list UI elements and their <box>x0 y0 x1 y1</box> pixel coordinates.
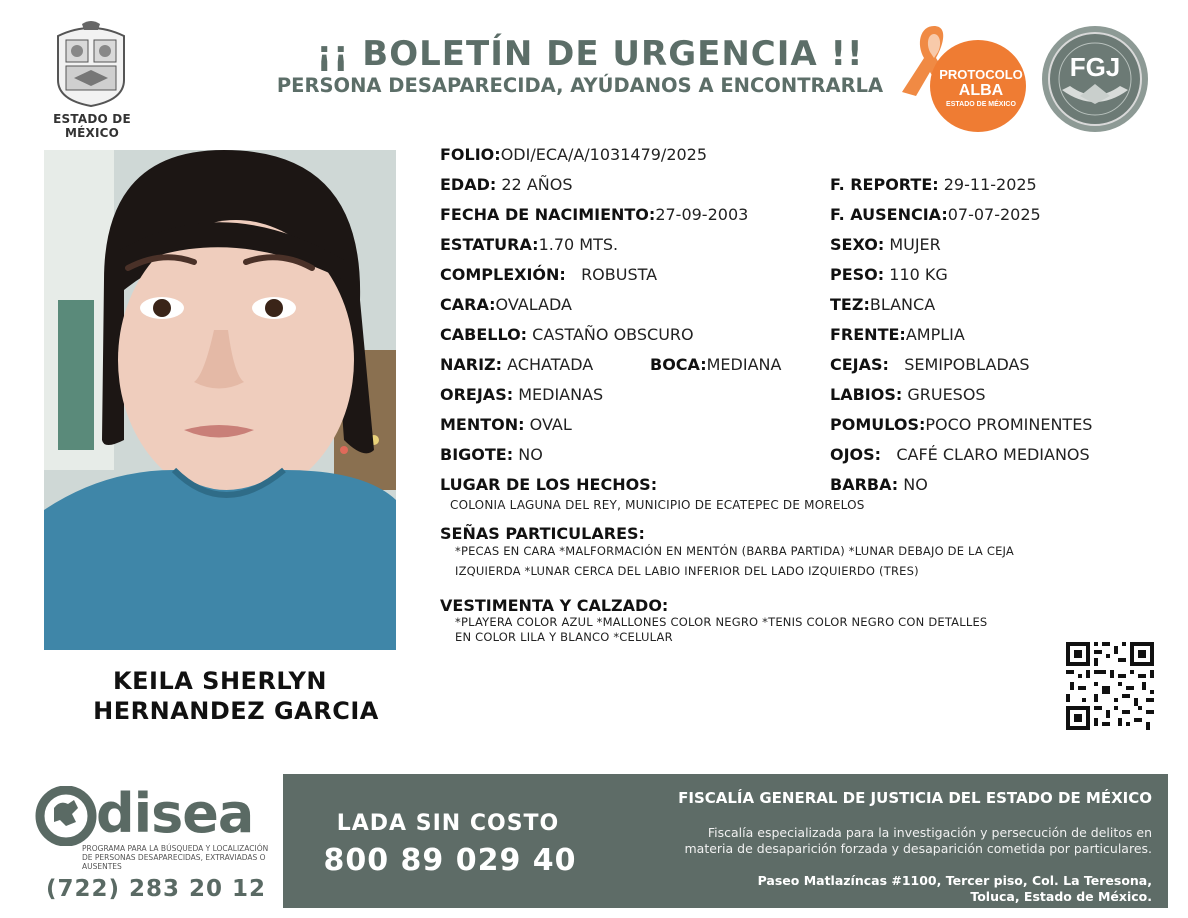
field-tez-value: BLANCA <box>869 295 936 314</box>
field-sexo-label: SEXO: <box>830 235 885 254</box>
senas-heading: SEÑAS PARTICULARES: <box>440 524 645 543</box>
estado-de-mexico-seal <box>52 20 130 108</box>
field-bigote-label: BIGOTE: <box>440 445 514 464</box>
field-orejas-value: MEDIANAS <box>518 385 604 404</box>
field-peso-label: PESO: <box>830 265 885 284</box>
vestimenta-line2: EN COLOR LILA Y BLANCO *CELULAR <box>455 630 673 644</box>
field-bigote-value: NO <box>518 445 543 464</box>
field-edad-label: EDAD: <box>440 175 497 194</box>
bulletin-subtitle: PERSONA DESAPARECIDA, AYÚDANOS A ENCONTRARLA <box>276 74 884 97</box>
field-tez <box>830 295 935 315</box>
senas-line2: IZQUIERDA *LUNAR CERCA DEL LABIO INFERIOR DEL LADO IZQUIERDO (TRES) <box>455 564 919 578</box>
hotline-number[interactable]: 800 89 029 40 <box>323 843 577 878</box>
odisea-phone[interactable]: (722) 283 20 12 <box>45 876 267 902</box>
field-nariz <box>440 355 593 375</box>
field-labios-label: LABIOS: <box>830 385 903 404</box>
field-menton-label: MENTON: <box>440 415 525 434</box>
fgj-address-line2: Toluca, Estado de México. <box>970 889 1152 904</box>
fgj-address-line1: Paseo Matlazíncas #1100, Tercer piso, Col. La Teresona, <box>757 873 1152 888</box>
state-label: ESTADO DE MÉXICO <box>53 112 131 140</box>
field-nariz-label: NARIZ: <box>440 355 503 374</box>
vestimenta-line1: *PLAYERA COLOR AZUL *MALLONES COLOR NEGRO *TENIS COLOR NEGRO CON DETALLES <box>455 615 988 629</box>
field-boca-value: MEDIANA <box>706 355 782 374</box>
field-edad-value: 22 AÑOS <box>501 175 573 194</box>
field-fecha-nacimiento-label: FECHA DE NACIMIENTO: <box>440 205 656 224</box>
field-estatura-label: ESTATURA: <box>440 235 539 254</box>
field-nariz-value: ACHATADA <box>507 355 594 374</box>
field-lugar-value: COLONIA LAGUNA DEL REY, MUNICIPIO DE ECATEPEC DE MORELOS <box>450 498 865 512</box>
field-f-ausencia <box>830 205 1041 225</box>
field-lugar-label: LUGAR DE LOS HECHOS: <box>440 475 658 494</box>
field-barba-value: NO <box>903 475 928 494</box>
senas-line1: *PECAS EN CARA *MALFORMACIÓN EN MENTÓN (BARBA PARTIDA) *LUNAR DEBAJO DE LA CEJA <box>455 544 1015 558</box>
field-peso-value: 110 KG <box>889 265 948 284</box>
field-complexion <box>440 265 657 285</box>
field-cara-value: OVALADA <box>495 295 572 314</box>
field-peso <box>830 265 948 285</box>
field-sexo-value: MUJER <box>889 235 941 254</box>
field-folio-value: ODI/ECA/A/1031479/2025 <box>500 145 708 164</box>
field-orejas-label: OREJAS: <box>440 385 514 404</box>
field-barba-label: BARBA: <box>830 475 899 494</box>
field-tez-label: TEZ: <box>830 295 870 314</box>
bulletin-title: ¡¡ BOLETÍN DE URGENCIA !! <box>316 34 864 74</box>
field-lugar <box>440 475 657 495</box>
field-pomulos-label: POMULOS: <box>830 415 926 434</box>
field-f-reporte <box>830 175 1037 195</box>
field-frente <box>830 325 965 345</box>
fgj-seal-text: FGJ <box>1069 52 1121 82</box>
field-folio <box>440 145 707 165</box>
fgj-seal <box>1040 24 1150 134</box>
field-folio-label: FOLIO: <box>440 145 501 164</box>
field-fecha-nacimiento <box>440 205 748 225</box>
fgj-description-line1: Fiscalía especializada para la investigación y persecución de delitos en <box>707 825 1152 840</box>
field-cejas-label: CEJAS: <box>830 355 889 374</box>
field-f-ausencia-value: 07-07-2025 <box>947 205 1041 224</box>
hotline-label: LADA SIN COSTO <box>336 811 560 836</box>
field-cejas-value: SEMIPOBLADAS <box>904 355 1030 374</box>
field-estatura <box>440 235 618 255</box>
field-cabello <box>440 325 694 345</box>
field-complexion-value: ROBUSTA <box>581 265 658 284</box>
field-frente-label: FRENTE: <box>830 325 906 344</box>
odisea-description: PROGRAMA PARA LA BÚSQUEDA Y LOCALIZACIÓN DE PERSONAS DESAPARECIDAS, EXTRAVIADAS O AUSENTES <box>82 844 269 871</box>
field-pomulos-value: POCO PROMINENTES <box>925 415 1093 434</box>
person-name-line2: HERNANDEZ GARCIA <box>93 697 379 725</box>
field-orejas <box>440 385 603 405</box>
field-edad <box>440 175 572 195</box>
fgj-description-line2: materia de desaparición forzada y desaparición cometida por particulares. <box>684 841 1152 856</box>
fgj-name: FISCALÍA GENERAL DE JUSTICIA DEL ESTADO DE MÉXICO <box>678 789 1152 807</box>
vestimenta-heading: VESTIMENTA Y CALZADO: <box>440 596 669 615</box>
field-ojos-value: CAFÉ CLARO MEDIANOS <box>896 445 1090 464</box>
field-fecha-nacimiento-value: 27-09-2003 <box>655 205 749 224</box>
missing-person-photo <box>44 150 396 650</box>
alba-line3: ESTADO DE MÉXICO <box>946 101 1016 108</box>
field-labios-value: GRUESOS <box>907 385 986 404</box>
field-labios <box>830 385 986 405</box>
field-boca-label: BOCA: <box>650 355 707 374</box>
alba-line2: ALBA <box>958 82 1004 99</box>
field-sexo <box>830 235 941 255</box>
field-f-reporte-label: F. REPORTE: <box>830 175 939 194</box>
person-name-line1: KEILA SHERLYN <box>113 667 327 695</box>
field-cabello-value: CASTAÑO OBSCURO <box>532 325 694 344</box>
field-f-reporte-value: 29-11-2025 <box>943 175 1037 194</box>
field-ojos-label: OJOS: <box>830 445 882 464</box>
qr-code[interactable] <box>1064 640 1156 732</box>
field-menton-value: OVAL <box>529 415 572 434</box>
odisea-brand: disea <box>96 782 254 845</box>
field-cara-label: CARA: <box>440 295 496 314</box>
field-bigote <box>440 445 543 465</box>
field-menton <box>440 415 572 435</box>
odisea-logo-icon <box>34 786 98 846</box>
field-barba <box>830 475 928 495</box>
field-ojos <box>830 445 1090 465</box>
field-estatura-value: 1.70 MTS. <box>538 235 619 254</box>
field-f-ausencia-label: F. AUSENCIA: <box>830 205 948 224</box>
field-boca <box>650 355 781 375</box>
field-complexion-label: COMPLEXIÓN: <box>440 265 566 284</box>
alba-line1: PROTOCOLO <box>939 67 1023 82</box>
field-pomulos <box>830 415 1092 435</box>
field-cara <box>440 295 572 315</box>
field-cejas <box>830 355 1030 375</box>
field-cabello-label: CABELLO: <box>440 325 528 344</box>
field-frente-value: AMPLIA <box>905 325 965 344</box>
